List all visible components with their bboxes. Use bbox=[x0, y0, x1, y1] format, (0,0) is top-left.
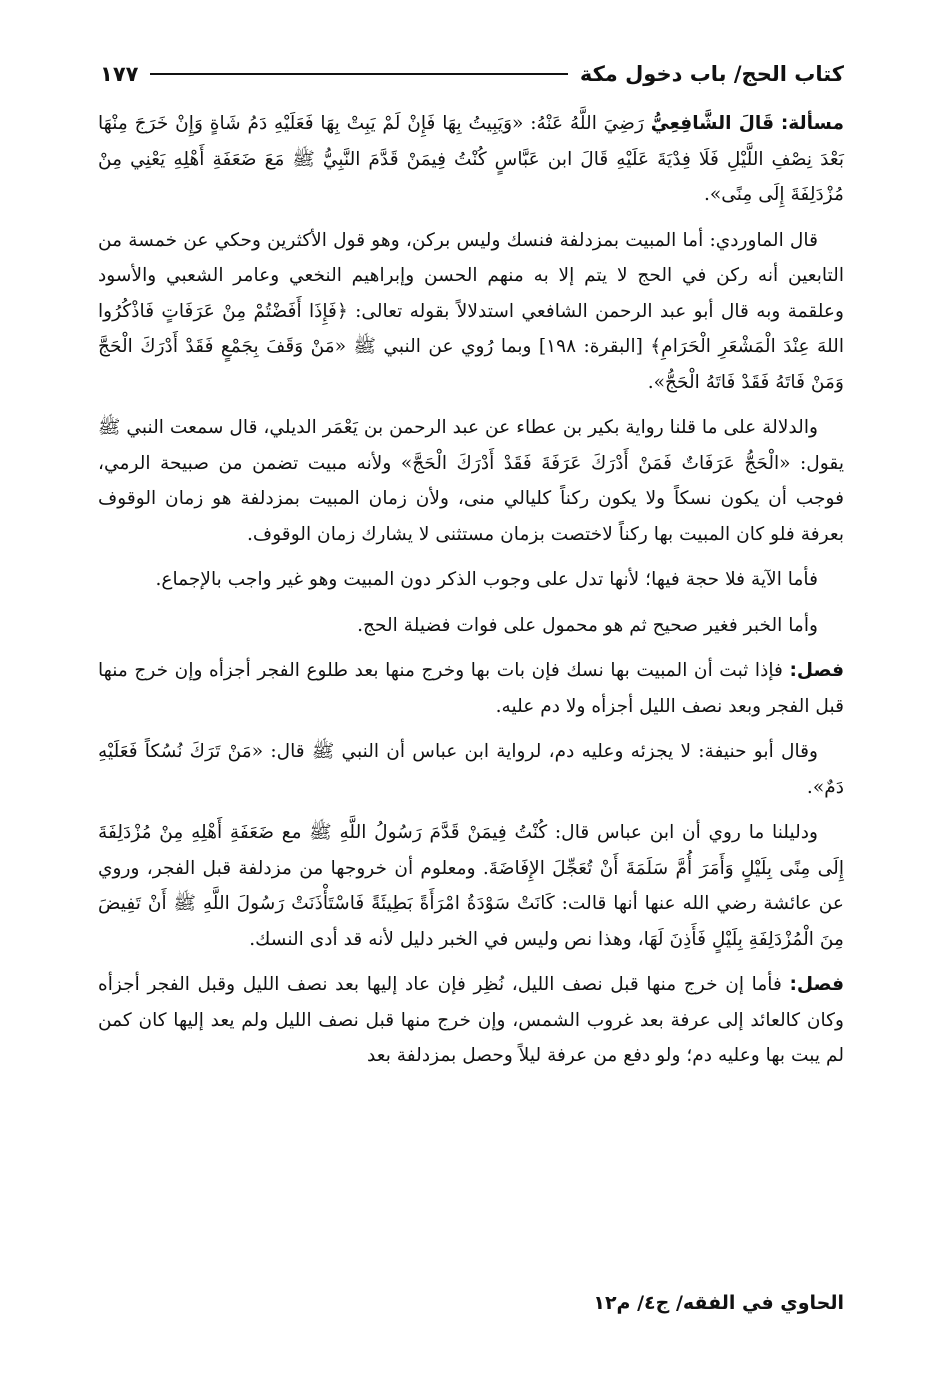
paragraph-lead: مسألة: bbox=[780, 113, 844, 134]
paragraph-text: رَضِيَ اللَّهُ عَنْهُ: «وَيَبِيتُ بِهَا فَإِنْ لَمْ يَبِتْ بِهَا فَعَلَيْهِ دَمُ شَاةٍ وَإِنْ خَرَجَ مِنْهَا بَعْدَ نِصْفِ اللَّيْلِ فَلَا فِدْيَةَ عَلَيْهِ قَالَ ابن عَبَّاسٍ كُنْتُ فِيمَنْ قَدَّمَ النَّبِيُّ ﷺ مَعَ ضَعَفَةِ أَهْلِهِ يَعْنِي مِنْ مُزْدَلِفَةَ إِلَى مِنًى». bbox=[98, 113, 844, 205]
paragraph bbox=[98, 608, 844, 644]
paragraph bbox=[98, 562, 844, 598]
paragraph bbox=[98, 410, 844, 552]
paragraph-text: قال الماوردي: أما المبيت بمزدلفة فنسك وليس بركن، وهو قول الأكثرين وحكي عن خمسة من التابعين أنه ركن في الحج لا يتم إلا به منهم الحسن وإبراهيم النخعي وعامر الشعبي والأسود وعلقمة وبه قال أبو عبد الرحمن الشافعي استدلالاً بقوله تعالى: ﴿فَإِذَا أَفَضْتُمْ مِنْ عَرَفَاتٍ فَاذْكُرُوا اللهَ عِنْدَ الْمَشْعَرِ الْحَرَامِ﴾ [البقرة: ١٩٨] وبما رُوي عن النبي ﷺ «مَنْ وَقَفَ بِجَمْعٍ فَقَدْ أَدْرَكَ الْحَجَّ وَمَنْ فَاتَهُ فَقَدْ فَاتَهُ الْحَجُّ». bbox=[98, 229, 844, 393]
paragraph bbox=[98, 815, 844, 957]
paragraph-bold-phrase: قَالَ الشَّافِعِيُّ bbox=[650, 113, 775, 134]
paragraph-lead: فصل: bbox=[789, 660, 844, 681]
paragraph-masala bbox=[98, 106, 844, 213]
paragraph bbox=[98, 734, 844, 805]
page-body bbox=[98, 106, 844, 1084]
running-title: كتاب الحج/ باب دخول مكة bbox=[579, 62, 844, 86]
paragraph-text: والدلالة على ما قلنا رواية بكير بن عطاء عن عبد الرحمن بن يَعْمَر الديلي، قال سمعت النبي ﷺ يقول: «الْحَجُّ عَرَفَاتٌ فَمَنْ أَدْرَكَ عَرَفَةَ فَقَدْ أَدْرَكَ الْحَجَّ» ولأنه مبيت تضمن من صبيحة الرمي، فوجب أن يكون نسكاً ولا يكون ركناً كليالي منى، ولأن زمان المبيت بمزدلفة هو زمان الوقوف بعرفة فلو كان المبيت بها ركناً لاختصت بزمان مستثنى لا يشارك زمان الوقوف. bbox=[98, 417, 844, 545]
paragraph-text: وقال أبو حنيفة: لا يجزئه وعليه دم، لرواية ابن عباس أن النبي ﷺ قال: «مَنْ تَرَكَ نُسُكاً فَعَلَيْهِ دَمٌ». bbox=[98, 741, 844, 798]
paragraph-text: فأما الآية فلا حجة فيها؛ لأنها تدل على وجوب الذكر دون المبيت وهو غير واجب بالإجماع. bbox=[155, 569, 818, 590]
page-footer bbox=[100, 1292, 844, 1326]
header-rule bbox=[150, 73, 567, 75]
paragraph-lead: فصل: bbox=[789, 974, 844, 995]
paragraph-text: فإذا ثبت أن المبيت بها نسك فإن بات بها وخرج منها بعد طلوع الفجر أجزأه وإن خرج منها قبل الفجر وبعد نصف الليل أجزأه ولا دم عليه. bbox=[98, 660, 844, 717]
page-number: ١٧٧ bbox=[100, 62, 139, 86]
paragraph-text: ودليلنا ما روي أن ابن عباس قال: كُنْتُ فِيمَنْ قَدَّمَ رَسُولُ اللَّهِ ﷺ مع ضَعَفَةِ أَهْلِهِ مِنْ مُزْدَلِفَةَ إِلَى مِنًى بِلَيْلٍ وَأَمَرَ أُمَّ سَلَمَةَ أَنْ تُعَجِّلَ الإِفَاضَةَ. ومعلوم أن خروجها من مزدلفة قبل الفجر، وروي عن عائشة رضي الله عنها أنها قالت: كَانَتْ سَوْدَةُ امْرَأَةً بَطِيئَةً فَاسْتَأْذَنَتْ رَسُولَ اللَّهِ ﷺ أَنْ تَفِيضَ مِنَ الْمُزْدَلِفَةِ بِلَيْلٍ فَأَذِنَ لَهَا، وهذا نص وليس في الخبر دليل لأنه قد أدى النسك. bbox=[98, 822, 844, 950]
paragraph-fasl bbox=[98, 653, 844, 724]
page-header bbox=[100, 56, 844, 92]
paragraph-fasl bbox=[98, 967, 844, 1074]
footer-signature: الحاوي في الفقه/ ج٤/ م١٢ bbox=[593, 1292, 844, 1314]
paragraph bbox=[98, 223, 844, 401]
paragraph-text: وأما الخبر فغير صحيح ثم هو محمول على فوات فضيلة الحج. bbox=[357, 614, 818, 636]
paragraph-text: فأما إن خرج منها قبل نصف الليل، نُظِر فإن عاد إليها بعد نصف الليل وقبل الفجر أجزأه وكان كالعائد إلى عرفة بعد غروب الشمس، وإن خرج منها قبل نصف الليل ولم يعد إليها كان كمن لم يبت بها وعليه دم؛ ولو دفع من عرفة ليلاً وحصل بمزدلفة بعد bbox=[98, 974, 844, 1066]
